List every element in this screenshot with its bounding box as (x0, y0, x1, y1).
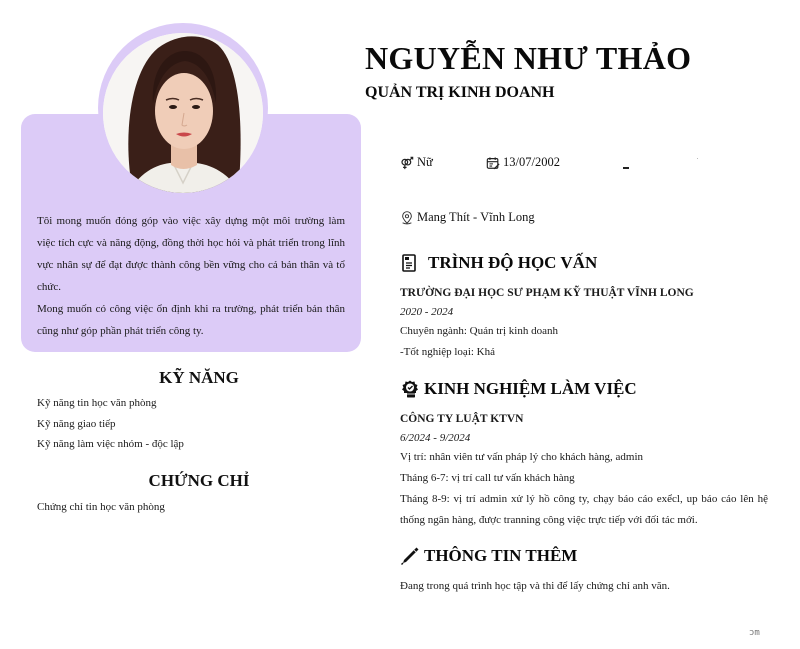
school-name: TRƯỜNG ĐẠI HỌC SƯ PHẠM KỸ THUẬT VĨNH LONG (400, 287, 694, 299)
avatar (103, 33, 263, 193)
pen-icon (400, 546, 420, 566)
gender-icon (400, 156, 414, 170)
objective-paragraph: Mong muốn có công việc ổn định khi ra trường, phát triển bản thân cũng như góp phần phát triển công ty. (37, 303, 345, 337)
candidate-name: NGUYỄN NHƯ THẢO (365, 40, 692, 76)
career-objective (37, 210, 345, 342)
additional-block (400, 576, 770, 597)
stray-mark (623, 167, 629, 169)
education-heading-label: TRÌNH ĐỘ HỌC VẤN (428, 253, 598, 272)
portrait-photo (103, 33, 263, 193)
dob-row (486, 155, 560, 170)
gender-row (400, 155, 433, 170)
certificates-list (37, 497, 165, 518)
gender-value: Nữ (417, 155, 433, 169)
experience-period: 6/2024 - 9/2024 (400, 432, 471, 444)
certificate-item: Chứng chỉ tin học văn phòng (37, 501, 165, 513)
experience-heading (400, 379, 637, 399)
education-block (400, 283, 770, 363)
address-value: Mang Thít - Vĩnh Long (417, 210, 535, 224)
skill-item: Kỹ năng giao tiếp (37, 417, 116, 430)
skill-item: Kỹ năng làm việc nhóm - độc lập (37, 438, 184, 450)
education-line: -Tốt nghiệp loại: Khá (400, 346, 496, 358)
experience-heading-label: KINH NGHIỆM LÀM VIỆC (424, 379, 637, 398)
company-name: CÔNG TY LUẬT KTVN (400, 413, 524, 425)
additional-heading (400, 546, 577, 566)
address-row (400, 210, 535, 225)
calendar-icon (486, 156, 500, 170)
experience-line: Vị trí: nhân viên tư vấn pháp lý cho khách hàng, admin (400, 451, 644, 463)
education-line: Chuyên ngành: Quản trị kinh doanh (400, 325, 558, 337)
skill-item: Kỹ năng tin học văn phòng (37, 397, 157, 409)
education-period: 2020 - 2024 (400, 306, 454, 318)
dob-value: 13/07/2002 (503, 155, 560, 169)
diploma-icon (400, 253, 420, 273)
experience-line: Tháng 6-7: vị trí call tư vấn khách hàng (400, 472, 575, 484)
skills-heading: KỸ NĂNG (159, 368, 239, 387)
experience-line: Tháng 8-9: vị trí admin xử lý hồ công ty, chạy báo cáo exểcl, up báo cáo lên hệ thống ngân hàng, được tranning công việc trực tiếp với đối tác mới. (400, 493, 768, 526)
candidate-title: QUẢN TRỊ KINH DOANH (365, 84, 555, 101)
work-gear-icon (400, 379, 420, 399)
certificates-heading: CHỨNG CHỈ (148, 471, 250, 490)
education-heading (400, 253, 597, 273)
stray-dot (697, 158, 698, 159)
experience-block (400, 409, 768, 531)
objective-paragraph: Tôi mong muốn đóng góp vào việc xây dựng một môi trường làm việc tích cực và năng động, đồng thời học hỏi và phát triển trong lĩnh vực nhân sự để đạt được thành công bền vững cho cả bản thân và tổ chức. (37, 215, 345, 293)
skills-list (37, 393, 184, 455)
location-pin-icon (400, 211, 414, 225)
additional-heading-label: THÔNG TIN THÊM (424, 546, 578, 565)
additional-line: Đang trong quá trình học tập và thi để lấy chứng chỉ anh văn. (400, 580, 670, 592)
footer-mark: ɔm (749, 628, 760, 638)
